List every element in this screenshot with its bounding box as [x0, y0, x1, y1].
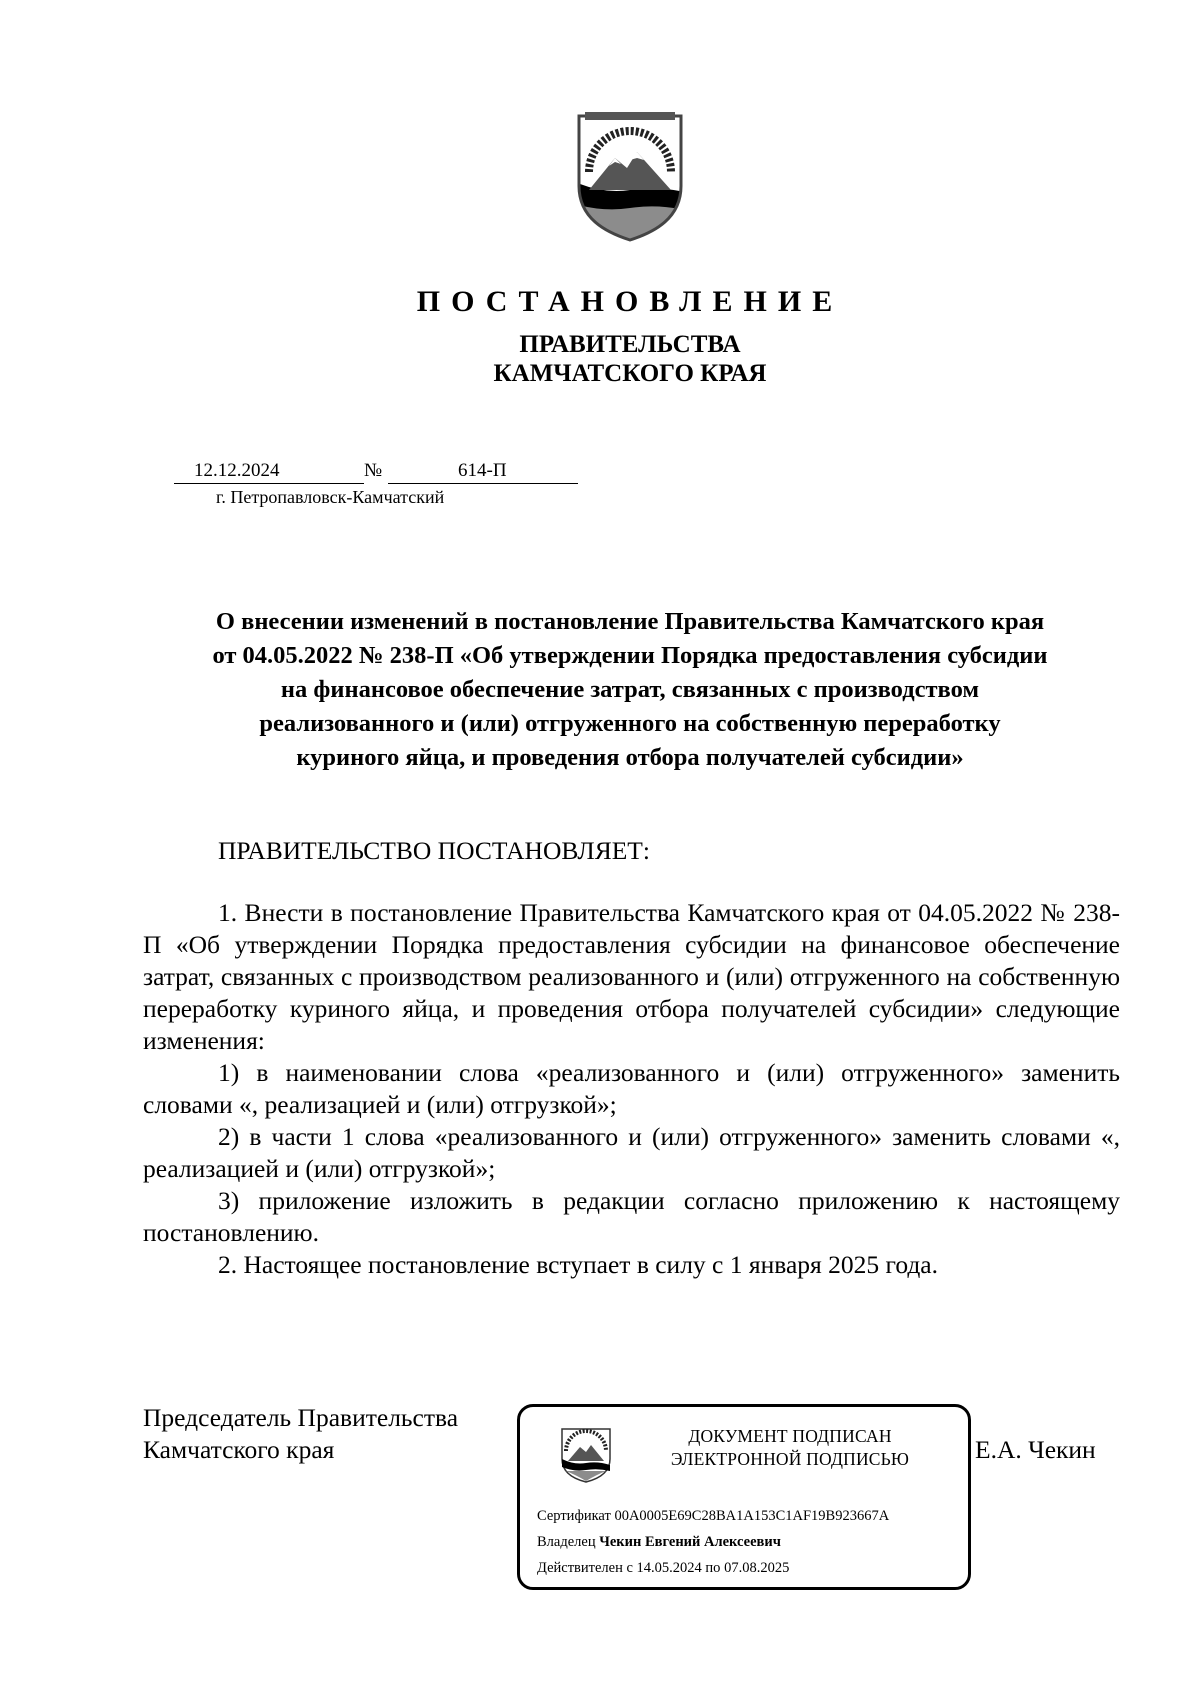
subject-line: реализованного и (или) отгруженного на собственную переработку [259, 710, 1001, 737]
certificate-value: 00A0005E69C28BA1A153C1AF19B923667A [614, 1508, 890, 1524]
validity-label: Действителен [537, 1560, 623, 1576]
resolve-phrase: ПРАВИТЕЛЬСТВО ПОСТАНОВЛЯЕТ: [218, 836, 650, 865]
subject-line: О внесении изменений в постановление Правительства Камчатского края [215, 608, 1045, 635]
body-paragraph-5: 2. Настоящее постановление вступает в силу с 1 января 2025 года. [218, 1250, 939, 1279]
stamp-certificate-line [537, 1507, 889, 1526]
subject-line: на финансовое обеспечение затрат, связанных с производством [280, 676, 980, 703]
signatory-title-line1: Председатель Правительства [143, 1403, 459, 1432]
owner-value: Чекин Евгений Алексеевич [599, 1534, 781, 1550]
body-paragraph-3: 2) в части 1 слова «реализованного и (или) отгруженного» заменить словами «, реализацией и (или) отгрузкой»; [143, 1122, 1120, 1183]
electronic-signature-stamp [517, 1404, 971, 1590]
stamp-heading-line2: ЭЛЕКТРОННОЙ ПОДПИСЬЮ [670, 1449, 910, 1469]
body-paragraph-1: 1. Внести в постановление Правительства Камчатского края от 04.05.2022 № 238-П «Об утверждении Порядка предоставления субсидии на финансовое обеспечение затрат, связанных с производством реализованного и (или) отгруженного на собственную переработку куриного яйца, и проведения отбора получателей субсидии» следующие изменения: [143, 898, 1120, 1055]
stamp-owner-line [537, 1533, 781, 1552]
stamp-validity-line [537, 1559, 789, 1578]
owner-label: Владелец [537, 1534, 596, 1550]
validity-to-date: 07.08.2025 [724, 1560, 790, 1576]
date-underline [174, 459, 364, 484]
document-place: г. Петропавловск-Камчатский [216, 487, 445, 507]
authority-heading-line2: КАМЧАТСКОГО КРАЯ [493, 360, 767, 387]
document-date: 12.12.2024 [194, 460, 280, 481]
signatory-title-line2: Камчатского края [143, 1435, 335, 1464]
stamp-heading [630, 1425, 950, 1471]
signatory-title [143, 1402, 458, 1466]
signatory-name: Е.А. Чекин [975, 1435, 1096, 1464]
coat-of-arms-emblem [575, 112, 685, 242]
stamp-heading-line1: ДОКУМЕНТ ПОДПИСАН [688, 1426, 892, 1446]
document-number: 614-П [458, 460, 507, 481]
subject-line: от 04.05.2022 № 238-П «Об утверждении Порядка предоставления субсидии [212, 642, 1048, 669]
body-paragraph-4: 3) приложение изложить в редакции согласно приложению к настоящему постановлению. [143, 1186, 1120, 1247]
certificate-label: Сертификат [537, 1508, 611, 1524]
validity-to-prefix: по [705, 1560, 721, 1576]
body-paragraph-2: 1) в наименовании слова «реализованного и (или) отгруженного» заменить словами «, реализацией и (или) отгрузкой»; [143, 1058, 1120, 1119]
document-subject [120, 605, 1140, 775]
document-type-heading: ПОСТАНОВЛЕНИЕ [416, 285, 844, 318]
stamp-emblem-icon [560, 1427, 612, 1483]
authority-heading-line1: ПРАВИТЕЛЬСТВА [519, 331, 741, 358]
number-sign: № [364, 460, 383, 481]
validity-from-prefix: с [626, 1560, 633, 1576]
subject-line: куриного яйца, и проведения отбора получателей субсидии» [296, 744, 964, 771]
validity-from-date: 14.05.2024 [636, 1560, 702, 1576]
